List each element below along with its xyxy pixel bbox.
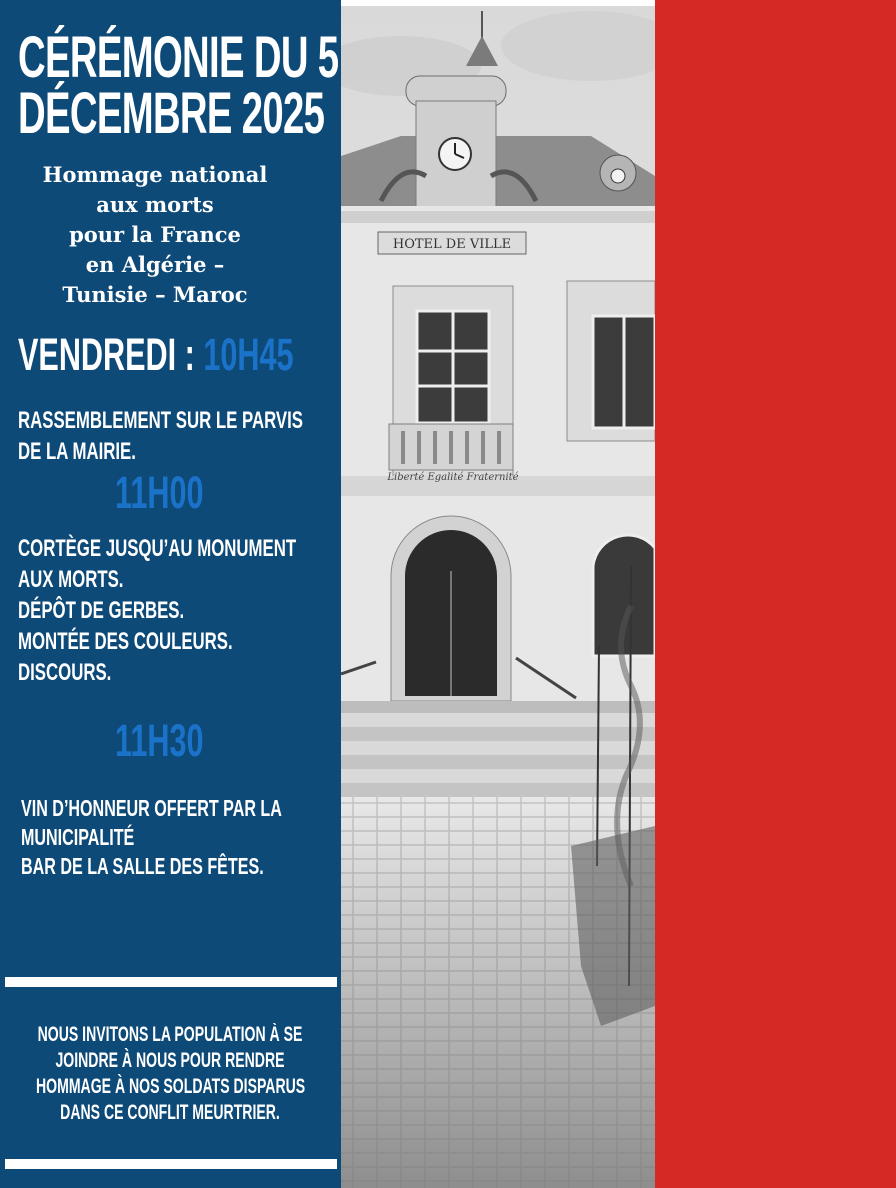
first-time: 10H45 [203,329,294,380]
step-line: AUX MORTS. [18,566,124,593]
subtitle-line: pour la France [69,222,241,247]
day-label: VENDREDI : [18,329,204,380]
step-assembly [18,405,303,467]
red-panel [655,0,896,1188]
day-line [18,329,294,380]
town-hall-illustration [341,6,655,1188]
step-procession [18,533,296,688]
step-line: MUNICIPALITÉ [21,824,135,850]
step-line: DISCOURS. [18,659,112,686]
subtitle-line: en Algérie – [85,252,225,277]
subtitle-line: aux morts [96,192,214,217]
divider-bottom [5,1159,337,1169]
step-line: DE LA MAIRIE. [18,438,136,465]
step-line: CORTÈGE JUSQU’AU MONUMENT [18,535,297,562]
page-title [18,25,339,146]
motto-text: Liberté Egalité Fraternité [387,472,519,483]
step-line: DÉPÔT DE GERBES. [18,597,185,624]
invite-line: DANS CE CONFLIT MEURTRIER. [60,1101,280,1124]
invite-line: HOMMAGE À NOS SOLDATS DISPARUS [36,1075,306,1098]
subtitle [14,160,296,310]
town-hall-sign: HOTEL DE VILLE [392,237,512,252]
divider-top [5,977,337,987]
subtitle-line: Hommage national [42,162,268,187]
step-line: RASSEMBLEMENT SUR LE PARVIS [18,407,304,434]
step-line: MONTÉE DES COULEURS. [18,628,233,655]
invite-line: JOINDRE À NOUS POUR RENDRE [55,1049,285,1072]
title-line-1: CÉRÉMONIE DU 5 [18,25,339,90]
step-line: VIN D’HONNEUR OFFERT PAR LA [21,795,282,821]
title-line-2: DÉCEMBRE 2025 [18,81,325,146]
third-time: 11H30 [115,715,204,766]
town-hall-photo [341,6,655,1188]
step-line: BAR DE LA SALLE DES FÊTES. [21,853,264,879]
step-reception [21,794,282,881]
invitation-text [36,1022,304,1126]
steps [341,701,655,797]
second-time: 11H00 [115,467,204,518]
invite-line: NOUS INVITONS LA POPULATION À SE [37,1023,303,1046]
subtitle-line: Tunisie – Maroc [62,282,248,307]
